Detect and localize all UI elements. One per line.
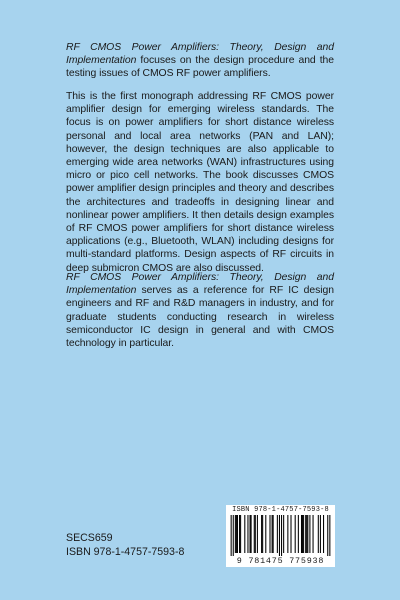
barcode-bar: [265, 515, 266, 553]
barcode-bar: [272, 515, 273, 553]
barcode-bar: [313, 515, 314, 553]
barcode-bar: [302, 515, 303, 553]
series-code: SECS659: [66, 532, 113, 544]
barcode-bar: [283, 515, 284, 553]
barcode-bar: [235, 515, 236, 553]
barcode-number: 9 781475 775938: [236, 556, 325, 566]
description-paragraph-3: [66, 271, 334, 350]
paragraph-1-text: focuses on the design procedure and the testing issues of CMOS RF power amplifiers.: [66, 55, 334, 80]
barcode-bar: [269, 515, 270, 553]
barcode-bar: [287, 515, 288, 553]
barcode-bar: [251, 515, 252, 553]
barcode-bar: [233, 515, 234, 556]
barcode-bar: [327, 515, 328, 556]
barcode-bar: [290, 515, 291, 553]
isbn-text: ISBN 978-1-4757-7593-8: [66, 546, 185, 558]
barcode-bar: [261, 515, 262, 553]
barcode-bar: [237, 515, 238, 553]
barcode-bar: [262, 515, 263, 553]
barcode-bar: [301, 515, 302, 553]
barcode-bar: [279, 515, 280, 556]
barcode-bar: [323, 515, 324, 553]
barcode-bar: [281, 515, 282, 556]
barcode-isbn-label: ISBN 978-1-4757-7593-8: [232, 506, 329, 514]
book-title-italic: RF CMOS Power Amplifiers: Theory, Design and Implementation: [66, 272, 334, 297]
barcode-bar: [250, 515, 251, 553]
barcode-bar: [257, 515, 258, 553]
paragraph-3-text: serves as a reference for RF IC design engineers and RF and R&D managers in industry, and for graduate students conducting research in wireless semiconductor IC design in general and with CMOS technology in particular.: [66, 285, 334, 350]
barcode-bar: [231, 515, 232, 556]
barcode-bar: [303, 515, 304, 553]
barcode-bar: [329, 515, 330, 556]
barcode-bar: [318, 515, 319, 553]
barcode-bar: [295, 515, 296, 553]
barcode-bar: [240, 515, 241, 553]
barcode-bar: [244, 515, 245, 553]
barcode-bars: [229, 515, 332, 556]
barcode-bar: [305, 515, 306, 553]
barcode-bar: [254, 515, 255, 553]
barcode-bar: [307, 515, 308, 553]
barcode-bar: [306, 515, 307, 553]
description-paragraph-2: This is the first monograph addressing RF CMOS power amplifier design for emerging wireless standards. The focus is on power amplifiers for short distance wireless personal and local area networks (PAN and LAN); however, the design techniques are also applicable to emerging wide area networks (WAN) infrastructures using micro or pico cell networks. The book discusses CMOS power amplifier design principles and theory and describes the architectures and tradeoffs in designing linear and nonlinear power amplifiers. It then details design examples of RF CMOS power amplifiers for short distance wireless applications (e.g., Bluetooth, WLAN) including designs for multi-standard platforms. Design aspects of RF circuits in deep submicron CMOS are also discussed.: [66, 91, 334, 274]
barcode-bar: [255, 515, 256, 553]
barcode-bar: [309, 515, 310, 553]
barcode-bar: [277, 515, 278, 553]
description-paragraph-1: [66, 41, 334, 81]
barcode-bar: [320, 515, 321, 553]
barcode-bar: [273, 515, 274, 553]
barcode-bar: [247, 515, 248, 553]
book-title-italic: RF CMOS Power Amplifiers: Theory, Design and Implementation: [66, 42, 334, 67]
barcode-bar: [236, 515, 237, 553]
barcode: [226, 505, 335, 567]
barcode-bar: [239, 515, 240, 553]
barcode-bar: [298, 515, 299, 553]
